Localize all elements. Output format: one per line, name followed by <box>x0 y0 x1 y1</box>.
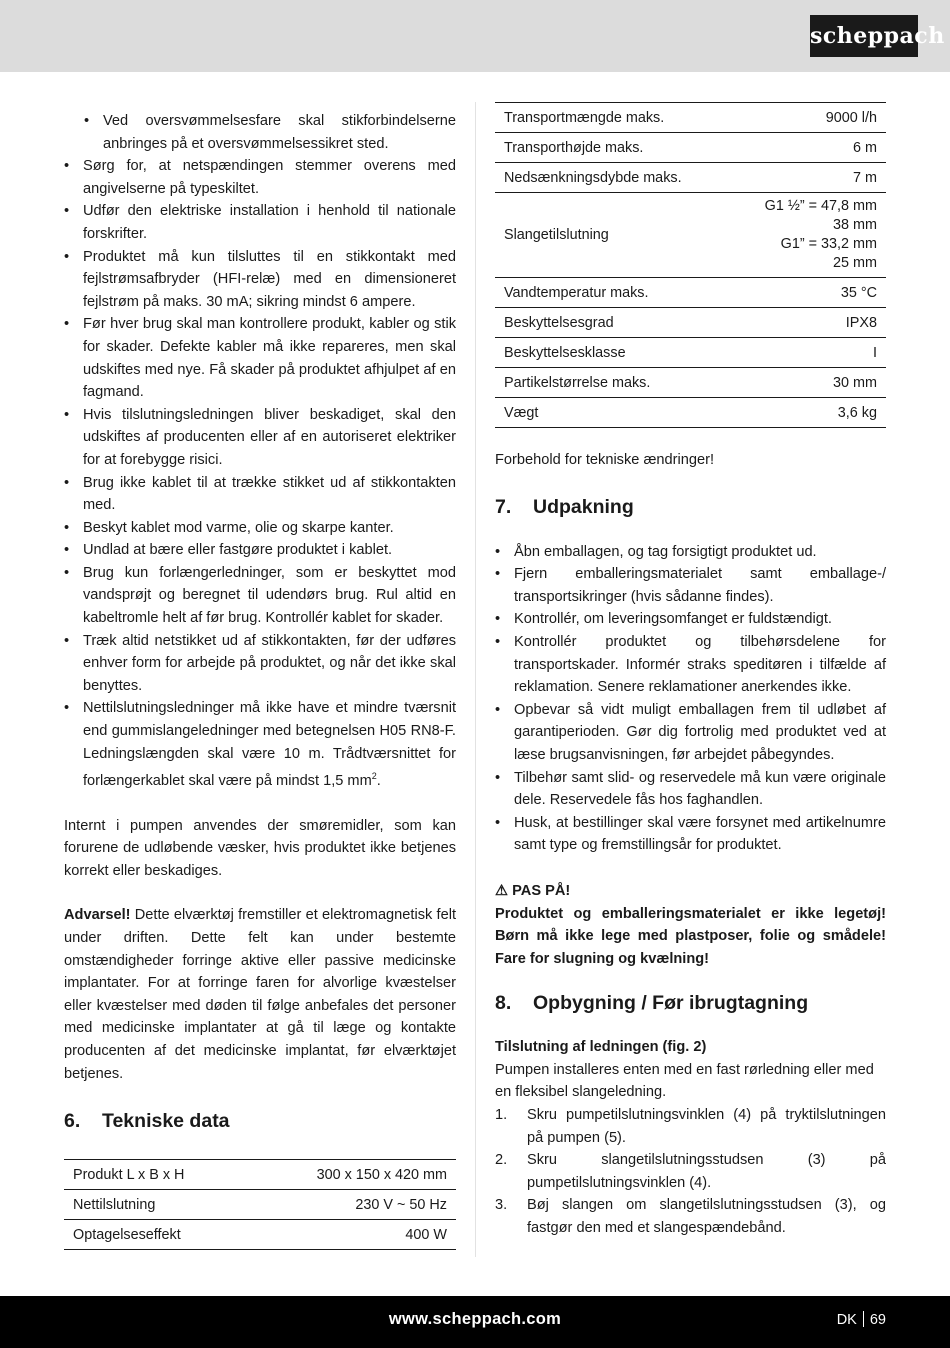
spec-value-line: 25 mm <box>833 255 877 271</box>
tech-data-table-left <box>64 1159 456 1250</box>
spec-label: Vægt <box>495 398 730 428</box>
list-item: • Tilbehør samt slid- og reservedele må kun være originale dele. Reservedele fås hos faghandlen. <box>495 767 886 812</box>
list-item: • Produktet må kun tilsluttes til en stikkontakt med fejlstrømsafbryder (HFI-relæ) med en dimensioneret fejlstrøm på maks. 30 mA; sikring mindst 6 ampere. <box>64 246 456 314</box>
spec-label: Beskyttelsesgrad <box>495 308 730 338</box>
sub-bullet-list <box>84 110 456 155</box>
table-row <box>495 133 886 163</box>
list-item: • Beskyt kablet mod varme, olie og skarpe kanter. <box>64 517 456 540</box>
table-row <box>495 193 886 278</box>
spec-label: Transporthøjde maks. <box>495 133 730 163</box>
list-item: • Sørg for, at netspændingen stemmer overens med angivelserne på typeskiltet. <box>64 155 456 200</box>
spec-label: Beskyttelsesklasse <box>495 338 730 368</box>
spec-label: Produkt L x B x H <box>64 1160 247 1190</box>
table-row <box>64 1190 456 1220</box>
section-heading-7: 7. Udpakning <box>495 495 634 518</box>
spec-value: 3,6 kg <box>730 398 886 428</box>
table-row <box>495 103 886 133</box>
reservation-note: Forbehold for tekniske ændringer! <box>495 452 715 468</box>
left-column <box>64 110 456 1250</box>
step-item <box>495 1194 886 1239</box>
steps-list <box>495 1104 886 1240</box>
list-item: • Brug ikke kablet til at trække stikket ud af stikkontakten med. <box>64 472 456 517</box>
spec-value: IPX8 <box>730 308 886 338</box>
spec-value: 35 °C <box>730 278 886 308</box>
table-row <box>495 163 886 193</box>
spec-value: 30 mm <box>730 368 886 398</box>
spec-label: Transportmængde maks. <box>495 103 730 133</box>
caution-text: Produktet og emballeringsmaterialet er ikke legetøj! Børn må ikke lege med plastposer, folie og smådele! Fare for slugning og kvælning! <box>495 905 886 967</box>
spec-value: 6 m <box>730 133 886 163</box>
step-number: 3. <box>495 1197 508 1214</box>
list-item: • Hvis tilslutningsledningen bliver beskadiget, skal den udskiftes af producenten eller af en autoriseret elektriker for at forebygge risici. <box>64 404 456 472</box>
spec-value: 9000 l/h <box>730 103 886 133</box>
subheading: Tilslutning af ledningen (fig. 2) <box>495 1039 707 1056</box>
page-number: 69 <box>869 1312 886 1328</box>
spec-value-line: G1” = 33,2 mm <box>780 236 877 252</box>
step-item <box>495 1104 886 1149</box>
spec-value-line: 38 mm <box>833 217 877 233</box>
spec-label: Vandtemperatur maks. <box>495 278 730 308</box>
table-row <box>495 398 886 428</box>
warning-label: Advarsel! <box>64 907 131 924</box>
table-row <box>495 308 886 338</box>
brand-logo: scheppach <box>810 15 918 57</box>
safety-bullet-list <box>64 155 456 697</box>
list-item: • Udfør den elektriske installation i henhold til nationale forskrifter. <box>64 200 456 245</box>
step-number: 2. <box>495 1152 508 1169</box>
step-text: Bøj slangen om slangetilslutningsstudsen (3), og fastgør den med et slangespændebånd. <box>527 1197 886 1237</box>
header-bar <box>0 0 950 72</box>
spec-label: Nettilslutning <box>64 1190 247 1220</box>
step-text: Skru pumpetilslutningsvinklen (4) på tryktilslutningen på pumpen (5). <box>527 1107 886 1146</box>
column-divider <box>475 102 476 1257</box>
table-row <box>64 1220 456 1250</box>
spec-label: Slangetilslutning <box>495 193 730 278</box>
list-item: • Kontrollér produktet og tilbehørsdelene for transportskader. Informér straks speditøren i tilfælde af reklamation. Senere reklamationer anerkendes ikke. <box>495 631 886 699</box>
step-number: 1. <box>495 1107 508 1124</box>
table-row <box>495 368 886 398</box>
list-item: • Opbevar så vidt muligt emballagen frem til udløbet af garantiperioden. Gør dig fortrolig med produktet ved at læse brugsanvisningen, før arbejdet påbegyndes. <box>495 699 886 767</box>
list-item: • Nettilslutningsledninger må ikke have et mindre tværsnit end gummislangeledninger med betegnelsen H05 RN8-F. Ledningslængden skal være 10 m. Trådtværsnittet for forlængerkablet skal være på mindst 1,5 $mm^2$. <box>64 697 456 792</box>
list-item: • Træk altid netstikket ud af stikkontakten, før der udføres enhver form for arbejde på produktet, og når det ikke skal benyttes. <box>64 630 456 698</box>
spec-value: 7 m <box>730 163 886 193</box>
table-row <box>64 1160 456 1190</box>
section-heading-6: 6. Tekniske data <box>64 1110 230 1133</box>
list-item: • Kontrollér, om leveringsomfanget er fuldstændigt. <box>495 608 886 631</box>
unpack-bullet-list <box>495 541 886 857</box>
step-text: Skru slangetilslutningsstudsen (3) på pumpetilslutningsvinklen (4). <box>527 1152 886 1191</box>
warning-triangle-icon: ⚠ <box>495 882 509 899</box>
table-row <box>495 278 886 308</box>
table-row <box>495 338 886 368</box>
spec-label: Optagelseseffekt <box>64 1220 247 1250</box>
caution-heading: ⚠ PAS PÅ! <box>495 882 571 899</box>
spec-value <box>730 193 886 278</box>
spec-value: 300 x 150 x 420 mm <box>247 1160 456 1190</box>
intro-paragraph: Pumpen installeres enten med en fast rørledning eller med en fleksibel slangeledning. <box>495 1061 874 1101</box>
spec-value-line: G1 ½” = 47,8 mm <box>764 198 877 214</box>
list-item: • Undlad at bære eller fastgøre produktet i kablet. <box>64 539 456 562</box>
spec-label: Nedsænkningsdybde maks. <box>495 163 730 193</box>
list-item: • Før hver brug skal man kontrollere produkt, kabler og stik for skader. Defekte kabler må ikke repareres, men skal udskiftes med nye. Få skader på produktet afhjulpet af en fagmand. <box>64 313 456 403</box>
spec-value: 400 W <box>247 1220 456 1250</box>
warning-paragraph: Advarsel! Dette elværktøj fremstiller et elektromagnetisk felt under driften. Dette felt kan under bestemte omstændigheder forringe aktive eller passive medicinske implantater. For at forringe faren for alvorlige kvæstelser eller kvæstelser med døden til følge anbefales det personer med medicinske implantater at gå til læge og kontakte producenten af det medicinske implantat, før elværktøjet betjenes. <box>64 907 456 1082</box>
cable-bullet-list <box>64 697 456 792</box>
spec-value: 230 V ~ 50 Hz <box>247 1190 456 1220</box>
superscript: 2 <box>371 771 377 782</box>
website-link[interactable]: www.scheppach.com <box>388 1310 562 1328</box>
section-heading-8: 8. Opbygning / Før ibrugtagning <box>495 992 809 1015</box>
list-item: • Husk, at bestillinger skal være forsynet med artikelnumre samt type og fremstillingsår for produktet. <box>495 812 886 857</box>
list-item: • Ved oversvømmelsesfare skal stikforbindelserne anbringes på et oversvømmelsessikret sted. <box>84 110 456 155</box>
step-item <box>495 1149 886 1194</box>
tech-data-table-right <box>495 102 886 428</box>
right-column <box>495 102 886 1240</box>
spec-label: Partikelstørrelse maks. <box>495 368 730 398</box>
list-item: • Brug kun forlængerledninger, som er beskyttet mod vandsprøjt og beregnet til udendørs brug. Rul altid en kabeltromle helt af før brug. Kontrollér kablet for skader. <box>64 562 456 630</box>
footer-bar <box>0 1296 950 1348</box>
spec-value: I <box>730 338 886 368</box>
list-item: • Åbn emballagen, og tag forsigtigt produktet ud. <box>495 541 886 564</box>
list-item: • Fjern emballeringsmaterialet samt emballage-/ transportsikringer (hvis sådanne findes). <box>495 563 886 608</box>
lubricant-paragraph: Internt i pumpen anvendes der smøremidler, som kan forurene de udløbende væsker, hvis produktet ikke betjenes korrekt eller beskadiges. <box>64 817 456 879</box>
page-indicator: DK 69 <box>836 1312 886 1328</box>
